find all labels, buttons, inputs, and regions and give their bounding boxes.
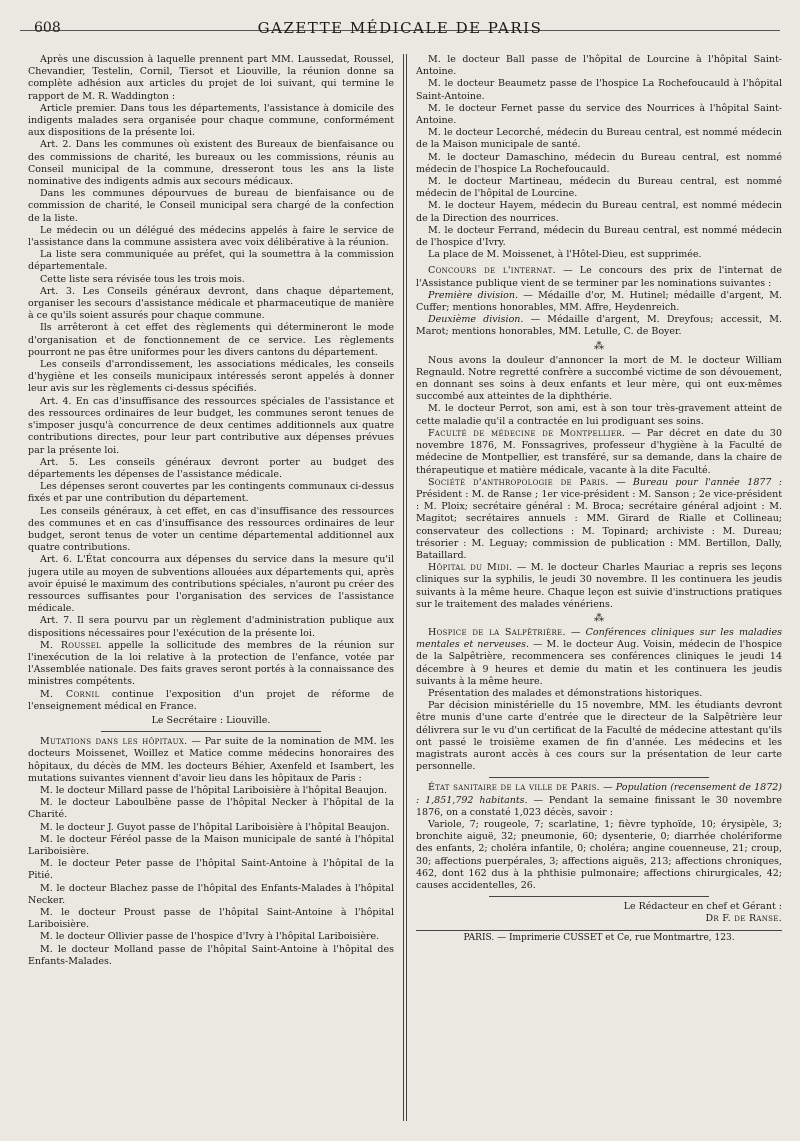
paragraph: M. le docteur Hayem, médecin du Bureau central, est nommé médecin de la Direction des nourrices. bbox=[416, 200, 783, 224]
section-heading: État sanitaire de la ville de Paris. bbox=[428, 782, 600, 794]
column-rule bbox=[403, 54, 407, 1121]
paragraph: Cette liste sera révisée tous les trois mois. bbox=[40, 273, 245, 285]
division-heading: Première division. bbox=[428, 289, 518, 301]
paragraph: Art. 3. Les Conseils généraux devront, dans chaque département, organiser les secours d'assistance médicale et pharmaceutique de manière à ce qu'ils soient assurés pour chaque commune. bbox=[28, 285, 395, 322]
secretary-signature: Le Secrétaire : Liouville. bbox=[151, 714, 271, 726]
paragraph: Art. 7. Il sera pourvu par un règlement d'administration publique aux dispositions nécessaires pour l'exécution de la présente loi. bbox=[28, 615, 395, 639]
paragraph: M. le docteur Perrot, son ami, est à son tour très-gravement atteint de cette maladie qu'il a contractée en lui prodiguant ses soins. bbox=[416, 403, 783, 427]
paragraph bbox=[416, 627, 782, 688]
paragraph: M. le docteur Beaumetz passe de l'hospice La Rochefoucauld à l'hôpital Saint-Antoine. bbox=[416, 78, 783, 102]
paragraph: M. le docteur Peter passe de l'hôpital Saint-Antoine à l'hôpital de la Pitié. bbox=[28, 858, 395, 882]
paragraph: Art. 5. Les conseils généraux devront porter au budget des départements les dépenses de l'assistance médicale. bbox=[28, 456, 395, 480]
paragraph-text: — M. le docteur Aug. Voisin, médecin de l'hospice de la Salpêtrière, recommencera ses conférences cliniques le jeudi 14 décembre à 9 heures et demie du matin et les continuera les jeudis suivants à la même heure. bbox=[416, 639, 783, 687]
paragraph-text: — M. le docteur Charles Mauriac a repris ses leçons cliniques sur la syphilis, le jeudi 30 novembre. Il les continuera les jeudis suivants à la même heure. Chaque leçon est suivie d'instructions pratiques sur le traitement des malades vénériens. bbox=[416, 562, 783, 610]
section-heading: Hôpital du Midi. bbox=[428, 562, 513, 574]
paragraph bbox=[416, 477, 782, 562]
paragraph: M. le docteur Lecorché, médecin du Bureau central, est nommé médecin de la Maison municipale de santé. bbox=[416, 127, 783, 151]
paragraph: Par décision ministérielle du 15 novembre, MM. les étudiants devront être munis d'une carte d'entrée que le directeur de la Salpêtrière leur délivrera sur le vu d'un certificat de la Faculté de médecine attestant qu'ils ont passé le troisième examen de fin d'année. Les médecins et les magistrats auront accès à ces cours sur la présentation de leur carte personnelle. bbox=[416, 700, 783, 773]
paragraph bbox=[416, 562, 782, 611]
paragraph: Après une discussion à laquelle prennent part MM. Laussedat, Roussel, Chevandier, Testelin, Cornil, Tiersot et Liouville, la réunion donne sa complète adhésion aux articles du projet de loi suivant, qui termine le rapport de M. R. Waddington : bbox=[28, 54, 395, 102]
paragraph: M. le docteur Millard passe de l'hôpital Lariboisière à l'hôpital Beaujon. bbox=[40, 784, 387, 796]
paragraph: Nous avons la douleur d'annoncer la mort de M. le docteur William Regnauld. Notre regretté confrère a succombé victime de son dévouement, en donnant ses soins à deux enfants et leur mère, qui ont eux-mêmes succombé aux atteintes de la diphthérie. bbox=[416, 354, 783, 403]
paragraph: Ils arrêteront à cet effet des règlements qui détermineront le mode d'organisation et de fonctionnement de ce service. Les règlements pourront ne pas être uniformes pour les divers cantons du département. bbox=[28, 322, 395, 358]
paragraph: M. le docteur J. Guyot passe de l'hôpital Lariboisière à l'hôpital Beaujon. bbox=[40, 821, 390, 833]
paragraph-text: continue l'exposition d'un projet de réforme de l'enseignement médical en France. bbox=[28, 688, 395, 712]
paragraph-text: — Médaille d'or, M. Hutinel; médaille d'argent, M. Cuffer; mentions honorables, MM. Affre, Heydenreich. bbox=[416, 289, 782, 314]
editor-line: Le Rédacteur en chef et Gérant : bbox=[623, 901, 783, 913]
division-heading: Deuxième division. bbox=[428, 314, 524, 326]
editor-name: Dr F. de Ranse. bbox=[705, 913, 783, 925]
page-number: 608 bbox=[34, 20, 61, 36]
paragraph: Les conseils d'arrondissement, les associations médicales, les conseils d'hygiène et les conseils municipaux intéressés seront appelés à donner leur avis sur les règlements ci-dessus spécifiés. bbox=[28, 359, 395, 395]
paragraph-text: — Pendant la semaine finissant le 30 novembre 1876, on a constaté 1,023 décès, savoir : bbox=[416, 794, 783, 818]
page-header bbox=[20, 0, 780, 37]
paragraph: La place de M. Moissenet, à l'Hôtel-Dieu, est supprimée. bbox=[428, 249, 702, 261]
section-heading: Hospice de la Salpêtrière. bbox=[428, 626, 566, 638]
divider bbox=[489, 896, 709, 897]
left-column bbox=[28, 54, 402, 1121]
paragraph: M. le docteur Fernet passe du service des Nourrices à l'hôpital Saint-Antoine. bbox=[416, 102, 783, 127]
section-heading: Faculté de médecine de Montpellier. bbox=[428, 427, 626, 439]
paragraph-text: — Médaille d'argent, M. Dreyfous; accessit, M. Marot; mentions honorables, MM. Letulle, C. de Boyer. bbox=[416, 314, 783, 338]
paragraph bbox=[416, 290, 782, 314]
paragraph bbox=[416, 782, 782, 819]
paragraph: Article premier. Dans tous les départements, l'assistance à domicile des indigents malades sera organisée pour chaque commune, conformément aux dispositions de la présente loi. bbox=[28, 102, 395, 139]
paragraph: M. le docteur Molland passe de l'hôpital Saint-Antoine à l'hôpital des Enfants-Malades. bbox=[28, 943, 395, 967]
paragraph: Art. 6. L'État concourra aux dépenses du service dans la mesure qu'il jugera utile au moyen de subventions allouées aux départements qui, après avoir épuisé le maximum des contributions spéciales, n'auront pu créer des ressources suffisantes pour l'organisation des services de l'assistance médicale. bbox=[28, 554, 395, 615]
paragraph: M. le docteur Féréol passe de la Maison municipale de santé à l'hôpital Lariboisière. bbox=[28, 833, 395, 857]
paragraph-text: — Le concours des prix de l'internat de l'Assistance publique vient de se terminer par les nominations suivantes : bbox=[416, 265, 783, 289]
paragraph-text: appelle la sollicitude des membres de la réunion sur l'inexécution de la loi relative à la protection de l'enfance, votée par l'Assemblée nationale. Des faits graves seront portés à la connaissance des ministres compétents. bbox=[28, 639, 395, 688]
asterism-ornament: ⁂ bbox=[594, 340, 604, 352]
paragraph: Dans les communes dépourvues de bureau de bienfaisance ou de commission de charité, le Conseil municipal sera chargé de la confection de la liste. bbox=[28, 188, 395, 224]
paragraph: M. le docteur Damaschino, médecin du Bureau central, est nommé médecin de l'hospice La Rochefoucauld. bbox=[416, 151, 783, 175]
paragraph: Les conseils généraux, à cet effet, en cas d'insuffisance des ressources des communes et en cas d'insuffisance des ressources ordinaires de leur budget, seront tenus de voter un centime départemental additionnel aux quatre contributions. bbox=[28, 505, 395, 554]
paragraph: Les dépenses seront couvertes par les contingents communaux ci-dessus fixés et par une contribution du département. bbox=[28, 481, 395, 505]
divider bbox=[101, 731, 321, 732]
speaker-name: M. Roussel bbox=[40, 639, 101, 651]
paragraph bbox=[416, 265, 782, 289]
paragraph-text: — Par décret en date du 30 novembre 1876, M. Fonssagrives, professeur d'hygiène à la Faculté de médecine de Montpellier, est transféré, sur sa demande, dans la chaire de thérapeutique et matière médicale, vacante à la dite Faculté. bbox=[416, 427, 783, 476]
paragraph-text: — Par suite de la nomination de MM. les docteurs Moissenet, Woillez et Matice comme médecins honoraires des hôpitaux, du décès de MM. les docteurs Béhier, Axenfeld et Isambert, les mutations suivantes viennent d'avoir lieu dans les hôpitaux de Paris : bbox=[28, 736, 395, 784]
journal-title: GAZETTE MÉDICALE DE PARIS bbox=[257, 19, 543, 37]
paragraph bbox=[28, 736, 394, 785]
printer-imprint: PARIS. — Imprimerie CUSSET et Ce, rue Montmartre, 123. bbox=[416, 930, 782, 943]
paragraph: M. le docteur Laboulbène passe de l'hôpital Necker à l'hôpital de la Charité. bbox=[28, 797, 395, 821]
paragraph: M. le docteur Proust passe de l'hôpital Saint-Antoine à l'hôpital Lariboisière. bbox=[28, 907, 395, 931]
paragraph: Variole, 7; rougeole, 7; scarlatine, 1; fièvre typhoïde, 10; érysipèle, 3; bronchite aiguë, 32; pneumonie, 60; dysenterie, 0; diarrhée cholériforme des enfants, 2; choléra infantile, 0; choléra; angine couenneuse, 21; croup, 30; affections puerpérales, 3; affections aiguës, 213; affections chroniques, 462, dont 162 dus à la phthisie pulmonaire; affections chirurgicales, 42; causes accidentelles, 26. bbox=[416, 818, 783, 891]
paragraph: M. le docteur Ollivier passe de l'hospice d'Ivry à l'hôpital Lariboisière. bbox=[40, 931, 380, 943]
paragraph: La liste sera communiquée au préfet, qui la soumettra à la commission départementale. bbox=[28, 249, 395, 273]
asterism-ornament: ⁂ bbox=[594, 612, 604, 624]
divider bbox=[489, 777, 709, 778]
population-note: — Population (recensement de 1872) : 1,851,792 habitants. bbox=[416, 782, 783, 806]
right-column bbox=[408, 54, 782, 1121]
section-heading: Société d'anthropologie de Paris. bbox=[428, 476, 609, 488]
speaker-name: M. Cornil bbox=[40, 688, 100, 700]
bureau-heading: — Bureau pour l'année 1877 : bbox=[616, 476, 783, 488]
paragraph: M. le docteur Martineau, médecin du Bureau central, est nommé médecin de l'hôpital de Lourcine. bbox=[416, 176, 783, 200]
paragraph: M. le docteur Blachez passe de l'hôpital des Enfants-Malades à l'hôpital Necker. bbox=[28, 882, 395, 906]
section-heading: Mutations dans les hôpitaux. bbox=[40, 736, 188, 748]
paragraph: M. le docteur Ferrand, médecin du Bureau central, est nommé médecin de l'hospice d'Ivry. bbox=[416, 224, 783, 249]
paragraph: Art. 2. Dans les communes où existent des Bureaux de bienfaisance ou des commissions de charité, les bureaux ou les commissions, réunis au Conseil municipal de la commune, dresseront tous les ans la liste nominative des indigents admis aux secours médicaux. bbox=[28, 139, 395, 188]
paragraph: M. le docteur Ball passe de l'hôpital de Lourcine à l'hôpital Saint-Antoine. bbox=[416, 54, 783, 78]
section-heading: Concours de l'internat. bbox=[428, 265, 556, 277]
paragraph: Art. 4. En cas d'insuffisance des ressources spéciales de l'assistance et des ressources ordinaires de leur budget, les communes seront tenues de s'imposer jusqu'à concurrence de deux centimes additionnels aux quatre contributions directes, pour leur part contributive aux dépenses prévues par la présente loi. bbox=[28, 395, 395, 456]
paragraph bbox=[416, 314, 782, 338]
paragraph: Le médecin ou un délégué des médecins appelés à faire le service de l'assistance dans la commune assistera avec voix délibérative à la réunion. bbox=[28, 224, 395, 249]
paragraph bbox=[28, 640, 394, 689]
paragraph-text: Président : M. de Ranse ; 1er vice-président : M. Sanson ; 2e vice-président : M. Ploix; secrétaire général : M. Broca; secrétaire général adjoint : M. Magitot; secrétaires annuels : MM. Girard de Rialle et Collineau; conservateur des collections : M. Topinard; archiviste : M. Dureau; trésorier : M. Leguay; commission de publication : MM. Bertillon, Dally, Bataillard. bbox=[416, 488, 783, 561]
paragraph bbox=[416, 428, 782, 477]
conference-title: — Conférences cliniques sur les maladies mentales et nerveuses. bbox=[416, 626, 782, 651]
paragraph: Présentation des malades et démonstrations historiques. bbox=[428, 687, 703, 699]
paragraph bbox=[28, 689, 394, 713]
two-column-body bbox=[28, 54, 782, 1121]
